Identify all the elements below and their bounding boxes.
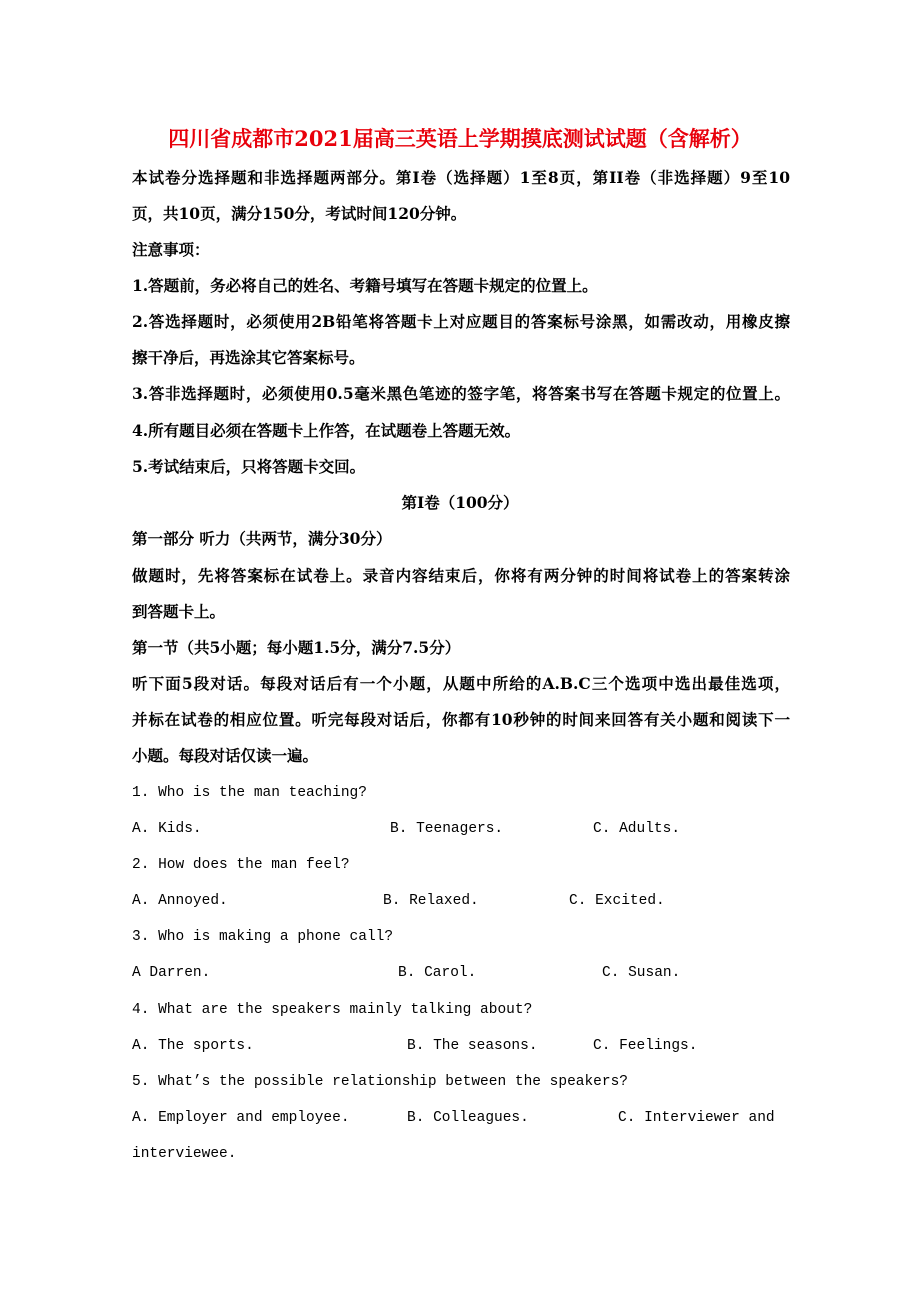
intro-line: 页，共10页，满分150分，考试时间120分钟。 [132,204,467,223]
question-5: 5. What’s the possible relationship between the speakers? [132,1074,628,1090]
option-c: C. Susan. [602,965,681,981]
option-b: B. Carol. [398,965,477,981]
part1-instruction: 做题时，先将答案标在试卷上。录音内容结束后，你将有两分钟的时间将试卷上的答案转涂 [132,566,790,585]
section1-instruction: 并标在试卷的相应位置。听完每段对话后，你都有10秒钟的时间来回答有关小题和阅读下一 [132,710,790,729]
option-b: B. Teenagers. [390,821,504,837]
option-b: B. The seasons. [407,1038,538,1054]
option-c-continued: interviewee. [132,1146,237,1162]
option-b: B. Relaxed. [383,893,479,909]
question-2: 2. How does the man feel? [132,857,350,873]
notice-item: 2.答选择题时，必须使用2B铅笔将答题卡上对应题目的答案标号涂黑，如需改动，用橡皮擦 [132,312,790,331]
question-4: 4. What are the speakers mainly talking about? [132,1002,533,1018]
section1-instruction: 听下面5段对话。每段对话后有一个小题，从题中所给的A.B.C三个选项中选出最佳选项， [132,674,790,693]
option-c: C. Excited. [569,893,665,909]
option-a: A. Annoyed. [132,893,228,909]
section1-instruction: 小题。每段对话仅读一遍。 [132,746,319,765]
option-a: A. The sports. [132,1038,254,1054]
volume-heading: 第Ⅰ卷（100分） [401,493,519,512]
notice-item: 3.答非选择题时，必须使用0.5毫米黑色笔迹的签字笔，将答案书写在答题卡规定的位置上。 [132,384,790,403]
notice-item: 5.考试结束后，只将答题卡交回。 [132,457,366,476]
document-title: 四川省成都市2021届高三英语上学期摸底测试试题（含解析） [168,126,752,151]
option-c: C. Adults. [593,821,681,837]
option-c: C. Interviewer and [618,1110,775,1126]
notice-heading: 注意事项： [132,240,210,259]
question-1: 1. Who is the man teaching? [132,785,367,801]
option-b: B. Colleagues. [407,1110,529,1126]
part1-heading: 第一部分 听力（共两节，满分30分） [132,529,392,548]
part1-instruction: 到答题卡上。 [132,602,226,621]
question-3: 3. Who is making a phone call? [132,929,394,945]
notice-item: 4.所有题目必须在答题卡上作答，在试题卷上答题无效。 [132,421,521,440]
option-a: A. Employer and employee. [132,1110,350,1126]
option-a: A Darren. [132,965,211,981]
option-c: C. Feelings. [593,1038,698,1054]
notice-item: 擦干净后，再选涂其它答案标号。 [132,348,365,367]
notice-item: 1.答题前，务必将自己的姓名、考籍号填写在答题卡规定的位置上。 [132,276,598,295]
option-a: A. Kids. [132,821,202,837]
section1-heading: 第一节（共5小题；每小题1.5分，满分7.5分） [132,638,461,657]
intro-line: 本试卷分选择题和非选择题两部分。第Ⅰ卷（选择题）1至8页，第II卷（非选择题）9至10 [132,168,790,187]
